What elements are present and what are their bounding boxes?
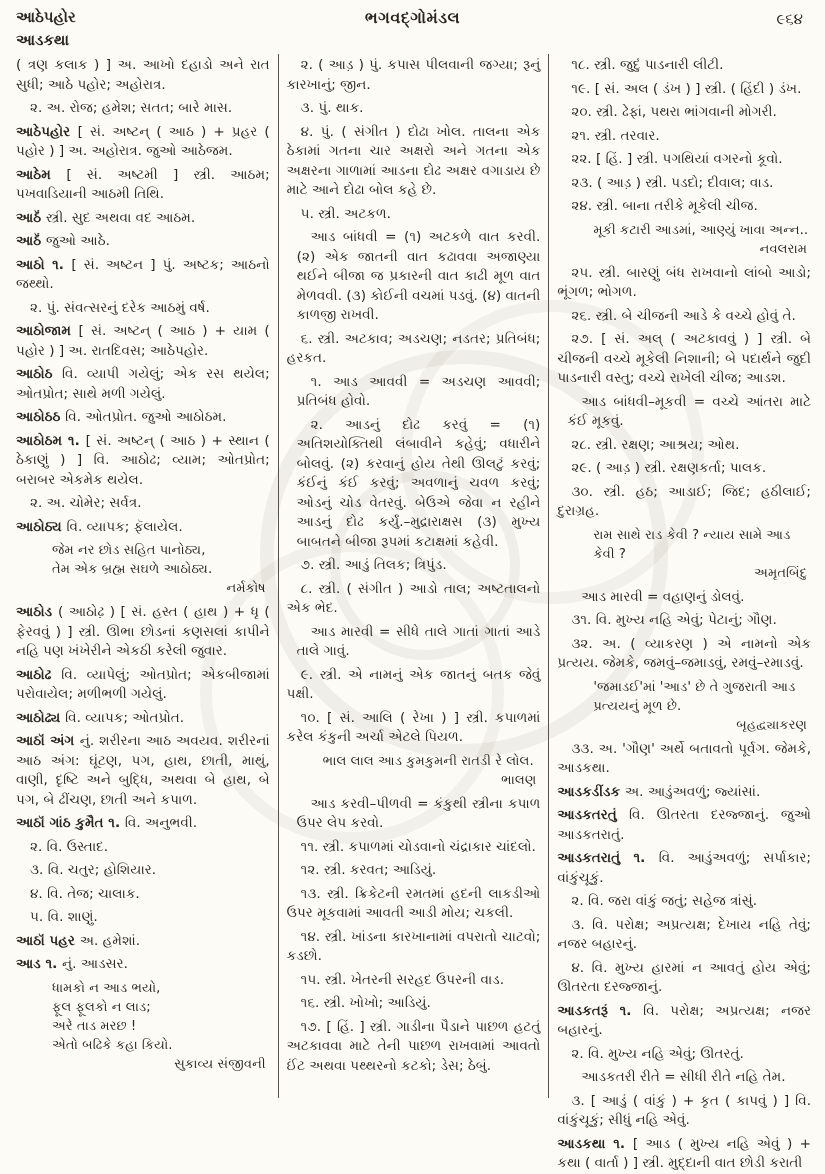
dictionary-entry: આડકતરતું વિ. ઊતરતા દરજ્જાનું. જુઓ આડકતરાતું. — [557, 807, 812, 843]
verse-attribution: ભાલણ — [501, 772, 537, 788]
headword: આઠો ૧. — [16, 256, 72, 273]
dictionary-entry: આડ ૧. નું. આડસર. — [16, 956, 128, 972]
running-head-second-word: આડકથા — [16, 31, 70, 49]
sense-line: ૯. સ્ત્રી. એ નામનું એક જાતનું બતક જેવું પક્ષી. — [286, 666, 541, 702]
sense-line: ૪. વિ. મુખ્ય હારમાં ન આવતું હોય એવું; ઊતરતા દરજ્જાનું. — [557, 959, 812, 995]
sense-line: ૨. પું. સંવત્સરનું દરેક આઠમું વર્ષ. — [30, 299, 210, 316]
sense-line: ૧૩. સ્ત્રી. ક્રિકેટની રમતમાં હદની લાકડીઓ ઉપર મૂકવામાં આવતી આડી મોય; ચકલી. — [286, 885, 541, 921]
verse-block — [557, 678, 811, 735]
verse-line: ધામકો ન આડ ભયો, — [52, 980, 161, 996]
sense-line: ૩. વિ. પરોક્ષ; અપ્રત્યક્ષ; દેખાય નહિ તેવું; નજર બહારનું. — [557, 916, 812, 952]
sense-line: ૨. વિ. મુખ્ય નહિ એવું; ઊતરતું. — [571, 1045, 744, 1062]
headword: આઠોઠમ ૧. — [16, 432, 86, 449]
headword: આઠોજામ — [16, 323, 79, 339]
sense-line: ૮. સ્ત્રી. ( સંગીત ) આડો તાલ; અષ્ટતાલનો એક ભેદ. — [286, 580, 541, 616]
sense-line: ૨૪. સ્ત્રી. બાના તરીકે મૂકેલી ચીજ. — [571, 198, 758, 214]
headword: આઠોઢ્ય — [16, 709, 66, 726]
idiom-line: આડ મારવી = સીધે તાલે ગાતાં ગાતાં આડે તાલે ગાવું. — [296, 623, 541, 659]
headword: આઠૉં ગાંઠ કુમૈત ૧. — [16, 815, 125, 831]
sense-line: ૨. અ. રોજ; હમેશ; સતત; બારે માસ. — [30, 100, 233, 116]
dictionary-entry: આડકથા ૧. [ આડ ( મુખ્ય નહિ એવું ) + કથા ( વાર્તા ) ] સ્ત્રી. મુદ્દાની વાત છોડી કરાતી — [557, 1135, 812, 1171]
headword: આઠૅં — [16, 209, 46, 226]
sense-line: ૧૫. સ્ત્રી. ખેતરની સરહદ ઉપરની વાડ. — [300, 971, 505, 988]
headword: આડકતરાતું ૧. — [557, 850, 659, 866]
dictionary-entry: આડકડીંડક અ. આડુંઅવળું; જ્યાંસાં. — [557, 783, 761, 800]
page-title: ભગવદ્ગોમંડલ — [364, 8, 461, 27]
column-1 — [8, 54, 278, 1098]
sense-line: ૨૭. [ સં. અલ્ ( અટકાવવું ) ] સ્ત્રી. બે ચીજની વચ્ચે મૂકેલી નિશાની; બે પદાર્થને જુદી પાડનારી વસ્તુ; વચ્ચે રાખેલી ચીજ; આડશ. — [557, 331, 812, 386]
idiom-line: આડ બાંધવી = (૧) અટકળે વાત કરવી. (૨) એક જાતની વાત કઢાવવા અજાણ્યા થઈને બીજા જ પ્રકારની વાત કાઢી મૂળ વાત મેળવવી. (૩) કોઈની વચમાં પડવું. (૪) વાતની કાળજી રાખવી. — [296, 229, 541, 323]
idiom-line: આડકતરી રીતે = સીધી રીતે નહિ તેમ. — [581, 1069, 786, 1085]
verse-attribution: અમૃતબિંદુ — [754, 565, 808, 581]
verse-line: રામ સાથે રાડ કેવી ? ન્યાય સામે આડ કેવી ? — [593, 527, 791, 562]
headword: આઠોઠ્ય — [16, 518, 67, 535]
dictionary-entry: આઠૉં ગાંઠ કુમૈત ૧. વિ. અનુભવી. — [16, 815, 198, 831]
verse-line: તેમ એક બ્રહ્મ સઘળે આઠોઠ્ય. — [52, 562, 213, 577]
headword: આડ ૧. — [16, 956, 63, 972]
text-columns — [8, 54, 819, 1171]
running-head-first-word: આઠેપહોર — [16, 8, 76, 26]
headword: આડકથા ૧. — [557, 1135, 633, 1152]
idiom-line: આડ કરવી–પીળવી = કંકુથી સ્ત્રીના કપાળ ઉપર લેપ કરવો. — [296, 795, 541, 831]
sense-line: ૫. વિ. શાણું. — [30, 909, 98, 925]
sense-line: ૨૦. સ્ત્રી. ઢેફાં, પથરા ભાંગવાની મોગરી. — [571, 104, 777, 120]
dictionary-entry: આઠોડ ( આઠોઢ઼ ) [ સં. હસ્ત ( હાથ ) + ધૃ ( ફેરવવું ) ] સ્ત્રી. ઊભા છોડનાં કણસલાં કાપીને નહિ પણ ખંખેરીને એકઠી કરેલી જુવાર. — [16, 604, 270, 659]
sense-line: ૫. સ્ત્રી. અટકળ. — [300, 205, 391, 222]
sense-line: ૧૬. સ્ત્રી. ખોખો; આડિયું. — [300, 995, 431, 1011]
sense-line: ૨૮. સ્ત્રી. રક્ષણ; આશ્રય; ઓથ. — [571, 436, 740, 453]
verse-attribution: નવલરામ — [759, 241, 808, 257]
idiom-line: આડ મારવી = વહાણનું ડોલવું. — [581, 588, 745, 605]
sense-line: ૨૬. સ્ત્રી. બે ચીજની આડે કે વચ્ચે હોવું તે. — [571, 307, 796, 324]
sense-line: ૨૨. [ હિં. ] સ્ત્રી. પગથિયાં વગરનો કૂવો. — [571, 151, 783, 167]
headword: આઠોઠઠ — [16, 409, 66, 425]
headword: આઠૉં પહર — [16, 932, 80, 949]
sense-line: ૩. [ આડું ( વાંકું ) + કૃત ( કાપવું ) ] વિ. વાંકુંચૂકું; સીધું નહિ એવું. — [557, 1092, 812, 1128]
sense-line: ૧૮. સ્ત્રી. જુદું પાડનારી લીટી. — [571, 57, 724, 73]
sense-line: ૨. અ. ચોમેર; સર્વત્ર. — [30, 495, 142, 511]
sense-line: ૩૨. અ. ( વ્યાકરણ ) એ નામનો એક પ્રત્યય. જેમકે, જમવું–જમાડવું, રમવું–રમાડવું. — [557, 635, 812, 671]
sense-line: ૪. વિ. તેજ; ચાલાક. — [30, 885, 140, 902]
verse-line: અરે તાડ મરછ ! — [52, 1018, 137, 1034]
sense-line: ૬. સ્ત્રી. અટકાવ; અડચણ; નડતર; પ્રતિબંધ; હરકત. — [286, 330, 541, 366]
headword: આઠેપહોર — [16, 123, 78, 140]
idiom-line: આડ બાંધવી–મૂકવી = વચ્ચે આંતરા માટે કંઈ મૂકવું. — [567, 393, 812, 429]
verse-attribution: સુકાવ્ય સંજીવની — [174, 1056, 266, 1072]
verse-attribution: નર્મકોષ — [226, 581, 266, 596]
verse-block — [557, 526, 811, 583]
dictionary-entry: આઠૉં અંગ નું. શરીરના આઠ અવયવ. શરીરનાં આઠ અંગ: ઘૂંટણ, પગ, હાથ, છાતી, માથું, વાણી, દૃષ્ટિ અને બુદ્ધિ, અથવા બે હાથ, બે પગ, બે ઢીંચણ, છાતી અને કપાળ. — [16, 733, 270, 808]
verse-block — [287, 752, 541, 790]
verse-line: 'જમાડઈ'માં 'આડ' છે તે ગુજરાતી આડ પ્રત્યયનું મૂળ છે. — [593, 679, 796, 714]
sense-line: ૩. પું. થાક. — [300, 100, 364, 116]
dictionary-entry: આઠેપહોર [ સં. અષ્ટન્ ( આઠ ) + પ્રહર ( પહોર ) ] અ. અહોરાત્ર. જુઓ આઠેજમ. — [16, 123, 270, 159]
sense-line: ૭. સ્ત્રી. આડું તિલક; ત્રિપુંડ. — [300, 557, 447, 573]
dictionary-entry: આડકતરાતું ૧. વિ. આડુંઅવળું; સર્પાકાર; વાંકુંચૂકું. — [557, 850, 812, 886]
headword: આઠેમ — [16, 166, 67, 183]
dictionary-entry: આઠોજામ [ સં. અષ્ટન્ ( આઠ ) + યામ ( પહોર ) ] અ. રાતદિવસ; આઠેપહોર. — [16, 323, 270, 359]
sense-line: ૧૦. [ સં. આલિ ( રેખા ) ] સ્ત્રી. કપાળમાં કરેલ કંકુની અર્ચા એટલે પિયળ. — [286, 709, 541, 745]
dictionary-entry: આઠોઢ્ય વિ. વ્યાપક; ઓતપ્રોત. — [16, 709, 185, 726]
verse-line: એતો બઢિકે કહા કિયો. — [52, 1037, 173, 1053]
dictionary-entry: આઠૅં જુઓ આઠે. — [16, 233, 110, 249]
sense-line: ૩૧. વિ. મુખ્ય નહિ એવું; પેટાનું; ગૌણ. — [571, 612, 777, 628]
sense-line: ૨૧. સ્ત્રી. તરવાર. — [571, 127, 660, 144]
sense-line: ૧૯. [ સં. અલ ( ડંખ ) ] સ્ત્રી. ( હિંદી ) ડંખ. — [571, 80, 802, 97]
sense-line: ૧૨. સ્ત્રી. કરવત; આડિયું. — [300, 862, 437, 878]
dictionary-entry: આઠોઠ્ય વિ. વ્યાપક; ફૅલાયેલ. — [16, 518, 183, 535]
verse-line: ફૂલ ફૂલકો ન લાડ; — [52, 999, 151, 1015]
column-3 — [548, 54, 819, 1171]
sense-line: ૨. વિ. ઉસ્તાદ. — [30, 838, 109, 855]
verse-attribution: બૃહદ્વ્યાકરણ — [736, 717, 808, 733]
column-2 — [278, 54, 549, 1098]
sense-line: ૩૩. અ. 'ગૌણ' અર્થે બતાવતો પૂર્વગ. જેમકે, આડકથા. — [557, 740, 812, 776]
dictionary-entry: આઠેમ [ સં. અષ્ટમી ] સ્ત્રી. આઠમ; પખવાડિયાની આઠમી તિથિ. — [16, 166, 270, 202]
dictionary-entry: આઠૅં સ્ત્રી. સુદ અથવા વદ આઠમ. — [16, 209, 196, 226]
headword: આડકતરૂં ૧. — [557, 1002, 644, 1019]
sense-line: ૪. પું. ( સંગીત ) દોઢા ખોલ. તાલના એક ઠેકામાં ગતના ચાર અક્ષરો અને ગતના એક અક્ષરના ગાળામાં આડના દોઢ અક્ષર વગાડાય છે માટે આને દોઢા બોલ કહે છે. — [286, 123, 541, 198]
headword: આડકતરતું — [557, 807, 629, 823]
verse-line: ભાલ લાલ આડ કુમકુમની રાતડી રે લોલ. — [322, 753, 534, 769]
verse-block — [16, 541, 270, 598]
headword: આઠૉં અંગ — [16, 733, 80, 749]
sense-line: ૧૪. સ્ત્રી. ખાંડના કારખાનામાં વપરાતો ચાટવો; કડછો. — [286, 928, 541, 964]
page-number: ૯૬૪ — [776, 10, 803, 28]
sense-line: ૨૯. ( આડ઼ ) સ્ત્રી. રક્ષણકર્તા; પાલક. — [571, 460, 767, 476]
dictionary-entry: આઠોઠ વિ. વ્યાપી ગયેલું; એક રસ થયેલ; ઓતપ્રોત; સાથે મળી ગયેલું. — [16, 366, 270, 402]
dictionary-entry: આઠોઢ વિ. વ્યાપેલું; ઓતપ્રોત; એકબીજામાં પરોવાયેલ; મળીભળી ગયેલું. — [16, 666, 270, 702]
verse-line: મૂકી કટારી આડમાં, આણ્યું ખાવા અન્ન.. — [593, 222, 809, 238]
sense-line: ૨૫. સ્ત્રી. બારણું બંધ રાખવાનો લાંબો આડો; ભૂંગળ; ભોગળ. — [557, 264, 812, 300]
idiom-line: ૨. આડનું દોઢ કરવું = (૧) અતિશયોક્તિથી લંબાવીને કહેવું; વધારીને બોલવું. (૨) કરવાનું હોય તેથી ઊલટું કરવું; કંઈનું કંઈ કરવું; અવળાનું ચવળ કરવું; ઓડનું ચોડ વેતરવું. બેઉએ જેવા ન રહીને આડનું દોઢ કર્યું.–મુદ્રારાક્ષસ (૩) મુખ્ય બાબતને બીજા રૂપમાં કટાક્ષમાં કહેવી. — [296, 416, 541, 550]
dictionary-entry: આઠોઠમ ૧. [ સં. અષ્ટન્ ( આઠ ) + સ્થાન ( ઠેકાણું ) ] વિ. આઠોઢ; વ્યામ; ઓતપ્રોત; બરાબર એકમેક થયેલ. — [16, 432, 270, 488]
dictionary-entry: આઠૉં પહર અ. હમેશાં. — [16, 932, 141, 949]
sense-line: ૧૭. [ હિં. ] સ્ત્રી. ગાડીના પૈડાને પાછળ હટતું અટકાવવા માટે તેની પાછળ રાખવામાં આવતો ઈંટ અથવા પથ્થરનો કટકો; ડેસ; ઠેબું. — [286, 1018, 541, 1074]
verse-block — [16, 979, 270, 1074]
headword: આઠોઢ — [16, 666, 62, 683]
dictionary-entry: આઠોઠઠ વિ. ઓતપ્રોત. જુઓ આઠોઠમ. — [16, 409, 227, 425]
sense-line: ૩૦. સ્ત્રી. હઠ; આડાઈ; જિદ; હઠીલાઈ; દુરાગ્રહ. — [557, 483, 812, 519]
headword: આડકડીંડક — [557, 783, 625, 800]
verse-line: જેમ નર છોડ સહિત પાનોઠ્ય, — [52, 543, 206, 558]
headword: આઠોડ — [16, 604, 59, 620]
sense-line: ૩. વિ. ચતુર; હોશિયાર. — [30, 862, 157, 878]
sense-line: ૨. વિ. જરા વાંકું જતું; સહેજ ત્રાંસું. — [571, 893, 758, 909]
page-header — [0, 0, 825, 54]
dictionary-entry: આડકતરૂં ૧. વિ. પરોક્ષ; અપ્રત્યક્ષ; નજર બહારનું. — [557, 1002, 812, 1038]
dictionary-entry: આઠો ૧. [ સં. અષ્ટન ] પું. અષ્ટક; આઠનો જથ્થો. — [16, 256, 270, 292]
verse-block — [557, 221, 811, 259]
sense-line: ૨. ( આડ઼ ) પું. કપાસ પીલવાની જગ્યા; રૂનું કારખાનું; જીન. — [286, 57, 541, 93]
sense-line: ૨૩. ( આડ઼ ) સ્ત્રી. પડદો; દીવાલ; વાડ. — [571, 174, 774, 191]
headword: આઠોઠ — [16, 366, 62, 382]
sense-line: ૧૧. સ્ત્રી. કપાળમાં ચોડવાનો ચંદ્રાકાર ચાંદલો. — [300, 838, 536, 855]
cont-line: ( ત્રણ કલાક ) ] અ. આખો દહાડો અને રાત સુધી; આઠે પહોર; અહોરાત્ર. — [16, 57, 270, 93]
headword: આઠૅં — [16, 233, 46, 249]
idiom-line: ૧. આડ આવવી = અડચણ આવવી; પ્રતિબંધ હોવો. — [296, 373, 541, 409]
